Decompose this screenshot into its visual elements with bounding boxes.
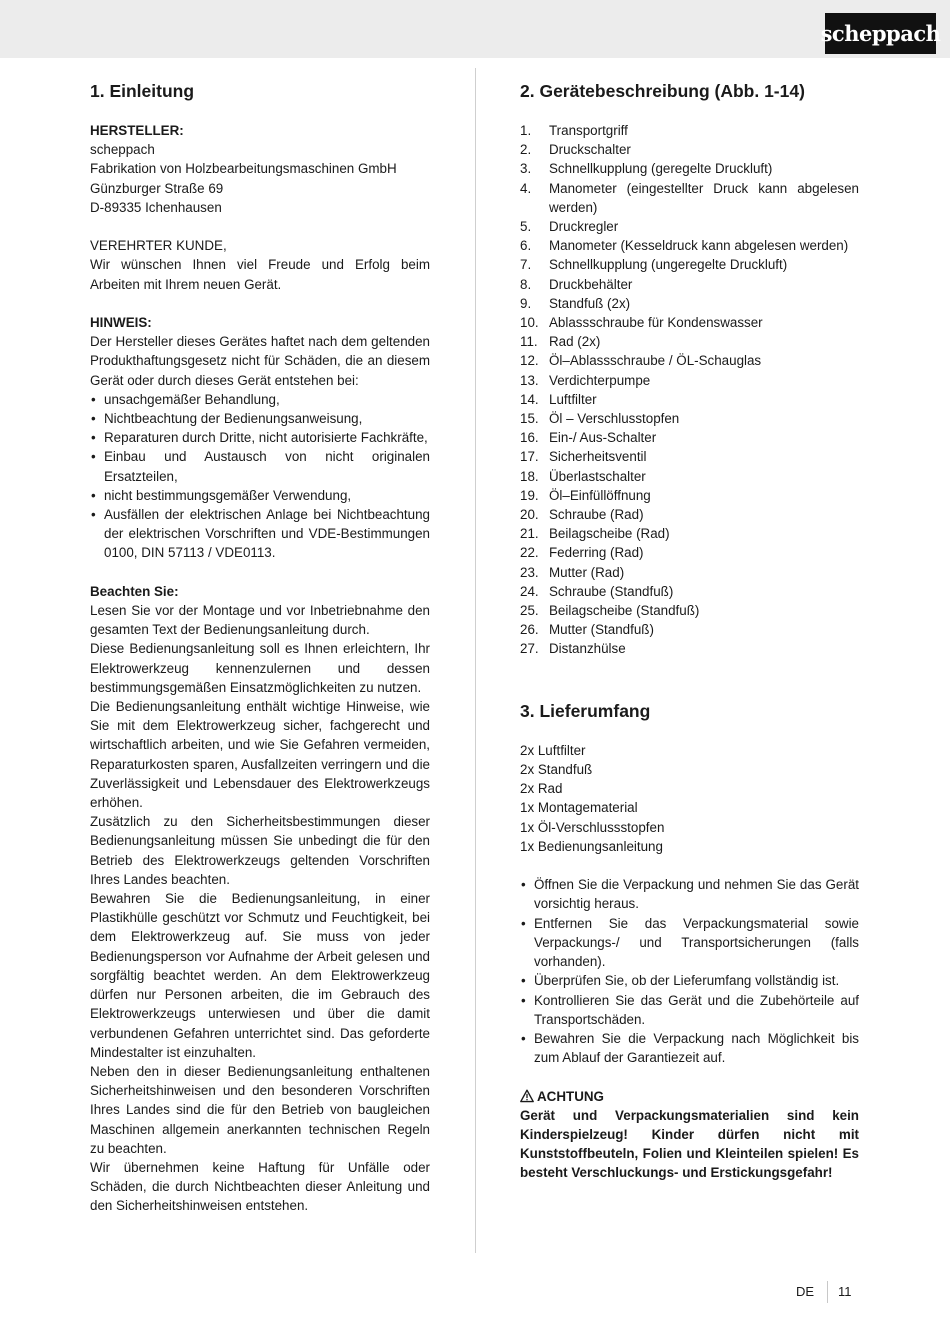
list-item [520, 486, 859, 505]
instruction-bullet: • Überprüfen Sie, ob der Lieferumfang vollständig ist. [520, 971, 859, 990]
scheppach-logo [820, 13, 941, 54]
notice-label: HINWEIS: [90, 315, 152, 330]
observe-block [90, 582, 430, 1216]
warning-block [520, 1087, 859, 1183]
list-item: 2x Luftfilter [520, 742, 586, 758]
list-item: 1x Bedienungsanleitung [520, 838, 663, 854]
list-item [520, 409, 859, 428]
warning-label: ACHTUNG [537, 1088, 604, 1104]
header-band [0, 0, 950, 58]
section-title-introduction: 1. Einleitung [90, 81, 195, 101]
item-number: 26. [520, 622, 539, 638]
scope-list [520, 741, 859, 856]
notice-bullet: • Einbau und Austausch von nicht originalen Ersatzteilen, [90, 447, 430, 485]
item-number: 20. [520, 507, 539, 523]
observe-paragraph: Neben den in dieser Bedienungsanleitung enthaltenen Sicherheitshinweisen und den besonderen Vorschriften Ihres Landes sind die für den Betrieb von baugleichen Maschinen allgemein anerkannten technischen Regeln zu beachten. [90, 1063, 430, 1156]
warning-heading [520, 1087, 859, 1106]
notice-block [90, 313, 430, 563]
item-text: Druckregler [549, 219, 619, 235]
list-item [520, 255, 859, 274]
observe-paragraph: Bewahren Sie die Bedienungsanleitung, in einer Plastikhülle geschützt vor Schmutz und Feuchtigkeit, bei dem Elektrowerkzeug auf. Sie muss von jeder Bedienungsperson vor Aufnahme der Arbeit gelesen und sorgfältig beachtet werden. An dem Elektrowerkzeug dürfen nur Personen arbeiten, die im Gebrauch des Elektrowerkzeugs unterwiesen und über die damit verbundenen Gefahren unterrichtet sind. Das geforderte Mindestalter ist einzuhalten. [90, 891, 430, 1060]
greeting-block [90, 236, 430, 294]
list-item [520, 351, 859, 370]
manufacturer-block [90, 121, 430, 217]
notice-bullet: • unsachgemäßer Behandlung, [90, 390, 430, 409]
instruction-bullet: • Bewahren Sie die Verpackung nach Möglichkeit bis zum Ablauf der Garantiezeit auf. [520, 1029, 859, 1067]
item-number: 25. [520, 603, 539, 619]
list-item [520, 332, 859, 351]
item-number: 21. [520, 526, 539, 542]
manufacturer-line: Günzburger Straße 69 [90, 180, 224, 196]
instruction-bullet: • Öffnen Sie die Verpackung und nehmen Sie das Gerät vorsichtig heraus. [520, 875, 859, 913]
right-column [520, 78, 859, 1183]
item-text: Ein-/ Aus-Schalter [549, 430, 657, 446]
list-item [520, 467, 859, 486]
greeting-label: VEREHRTER KUNDE, [90, 238, 227, 254]
observe-paragraph: Lesen Sie vor der Montage und vor Inbetriebnahme den gesamten Text der Bedienungsanleitung durch. [90, 603, 430, 638]
section-title-scope-of-delivery: 3. Lieferumfang [520, 700, 651, 721]
brand-name: scheppach [820, 21, 941, 46]
list-item [520, 121, 859, 140]
item-number: 9. [520, 295, 532, 311]
item-text: Sicherheitsventil [549, 449, 647, 465]
parts-list [520, 121, 859, 659]
item-number: 23. [520, 564, 539, 580]
list-item [520, 159, 859, 178]
item-text: Beilagscheibe (Rad) [549, 526, 670, 542]
list-item [520, 524, 859, 543]
greeting-text: Wir wünschen Ihnen viel Freude und Erfolg beim Arbeiten mit Ihrem neuen Gerät. [90, 257, 430, 292]
item-number: 10. [520, 315, 539, 331]
item-number: 27. [520, 641, 539, 657]
item-number: 22. [520, 545, 539, 561]
observe-paragraph: Zusätzlich zu den Sicherheitsbestimmungen dieser Bedienungsanleitung müssen Sie unbedingt die für den Betrieb des Elektrowerkzeugs geltenden Vorschriften Ihres Landes beachten. [90, 814, 430, 887]
item-number: 14. [520, 391, 539, 407]
item-text: Schnellkupplung (geregelte Druckluft) [549, 161, 773, 177]
list-item: 2x Standfuß [520, 762, 593, 778]
item-number: 24. [520, 583, 539, 599]
manufacturer-line: Fabrikation von Holzbearbeitungsmaschinen GmbH [90, 161, 397, 177]
item-number: 18. [520, 468, 539, 484]
item-text: Schraube (Standfuß) [549, 583, 674, 599]
item-text: Öl–Ablassschraube / ÖL-Schauglas [549, 353, 762, 369]
item-number: 19. [520, 487, 539, 503]
item-text: Beilagscheibe (Standfuß) [549, 603, 700, 619]
notice-bullet: • Reparaturen durch Dritte, nicht autorisierte Fachkräfte, [90, 428, 430, 447]
item-text: Manometer (Kesseldruck kann abgelesen werden) [549, 238, 849, 254]
instruction-bullet: • Kontrollieren Sie das Gerät und die Zubehörteile auf Transportschäden. [520, 991, 859, 1029]
item-number: 2. [520, 142, 532, 158]
item-text: Mutter (Rad) [549, 564, 625, 580]
item-number: 17. [520, 449, 539, 465]
item-text: Öl–Einfüllöffnung [549, 487, 651, 503]
notice-text: Der Hersteller dieses Gerätes haftet nach dem geltenden Produkthaftungsgesetz nicht für Schäden, die an diesem Gerät oder durch dieses Gerät entstehen bei: [90, 334, 430, 388]
item-number: 16. [520, 430, 539, 446]
item-text: Federring (Rad) [549, 545, 644, 561]
list-item [520, 236, 859, 255]
list-item [520, 447, 859, 466]
list-item [520, 428, 859, 447]
instruction-bullet: • Entfernen Sie das Verpackungsmaterial sowie Verpackungs-/ und Transportsicherungen (falls vorhanden). [520, 914, 859, 972]
notice-bullet: • nicht bestimmungsgemäßer Verwendung, [90, 486, 430, 505]
item-text: Transportgriff [549, 123, 628, 138]
list-item: 2x Rad [520, 781, 563, 797]
list-item [520, 179, 859, 217]
footer-language: DE [796, 1284, 815, 1299]
list-item [520, 275, 859, 294]
left-column [90, 78, 430, 1216]
unpack-instructions [520, 875, 859, 1067]
observe-label: Beachten Sie: [90, 583, 179, 599]
list-item: 1x Öl-Verschlussstopfen [520, 819, 665, 835]
item-text: Druckschalter [549, 142, 631, 158]
list-item [520, 582, 859, 601]
item-text: Distanzhülse [549, 641, 626, 657]
item-number: 13. [520, 372, 539, 388]
list-item [520, 563, 859, 582]
item-number: 5. [520, 219, 532, 235]
list-item [520, 217, 859, 236]
item-number: 15. [520, 411, 539, 427]
section-title-device-description: 2. Gerätebeschreibung (Abb. 1-14) [520, 81, 805, 101]
item-text: Verdichterpumpe [549, 372, 651, 388]
item-number: 4. [520, 180, 532, 196]
list-item [520, 371, 859, 390]
item-text: Rad (2x) [549, 334, 601, 350]
item-text: Schraube (Rad) [549, 507, 644, 523]
item-number: 1. [520, 123, 532, 138]
item-text: Ablassschraube für Kondenswasser [549, 315, 763, 331]
item-number: 8. [520, 276, 532, 292]
item-text: Schnellkupplung (ungeregelte Druckluft) [549, 257, 788, 273]
item-text: Luftfilter [549, 391, 597, 407]
list-item [520, 294, 859, 313]
list-item [520, 505, 859, 524]
list-item [520, 601, 859, 620]
item-text: Druckbehälter [549, 276, 633, 292]
warning-triangle-icon [520, 1089, 534, 1103]
list-item [520, 313, 859, 332]
item-text: Öl – Verschlusstopfen [549, 411, 680, 427]
item-text: Standfuß (2x) [549, 295, 631, 311]
list-item [520, 140, 859, 159]
list-item [520, 543, 859, 562]
list-item: 1x Montagematerial [520, 800, 638, 816]
list-item [520, 620, 859, 639]
item-number: 12. [520, 353, 539, 369]
notice-bullet: • Ausfällen der elektrischen Anlage bei Nichtbeachtung der elektrischen Vorschriften und VDE-Bestimmungen 0100, DIN 57113 / VDE0113. [90, 505, 430, 563]
item-text: Mutter (Standfuß) [549, 622, 654, 638]
list-item [520, 390, 859, 409]
footer-separator [827, 1281, 828, 1303]
observe-paragraph: Die Bedienungsanleitung enthält wichtige Hinweise, wie Sie mit dem Elektrowerkzeug sicher, fachgerecht und wirtschaftlich arbeiten, und wie Sie Gefahren vermeiden, Reparaturkosten sparen, Ausfallzeiten verringern und die Zuverlässigkeit und Lebensdauer des Elektrowerkzeugs erhöhen. [90, 699, 430, 811]
manufacturer-label: HERSTELLER: [90, 123, 184, 138]
observe-paragraph: Diese Bedienungsanleitung soll es Ihnen erleichtern, Ihr Elektrowerkzeug kennenzulernen und dessen bestimmungsgemäßen Einsatzmöglichkeiten zu nutzen. [90, 641, 430, 695]
item-number: 3. [520, 161, 532, 177]
warning-text: Gerät und Verpackungsmaterialien sind kein Kinderspielzeug! Kinder dürfen nicht mit Kunststoffbeuteln, Folien und Kleinteilen spielen! Es besteht Verschluckungs- und Erstickungsgefahr! [520, 1107, 859, 1181]
notice-bullet: • Nichtbeachtung der Bedienungsanweisung, [90, 409, 430, 428]
manufacturer-line: scheppach [90, 142, 155, 158]
column-divider [475, 68, 476, 1253]
list-item [520, 639, 859, 658]
item-number: 11. [520, 334, 538, 350]
item-number: 6. [520, 238, 532, 254]
item-number: 7. [520, 257, 532, 273]
page-number: 11 [838, 1284, 852, 1299]
manufacturer-line: D-89335 Ichenhausen [90, 199, 222, 215]
item-text: Manometer (eingestellter Druck kann abgelesen werden) [549, 180, 859, 215]
observe-paragraph: Wir übernehmen keine Haftung für Unfälle oder Schäden, die durch Nichtbeachten dieser Anleitung und den Sicherheitshinweisen entstehen. [90, 1159, 430, 1214]
item-text: Überlastschalter [549, 468, 646, 484]
